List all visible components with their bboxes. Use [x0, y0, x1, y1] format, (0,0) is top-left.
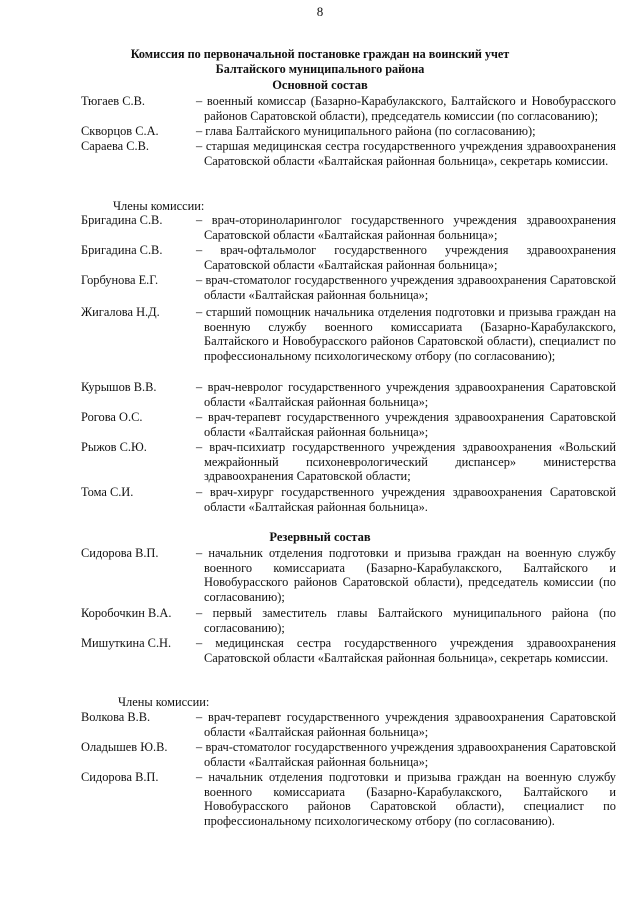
member-name: Жигалова Н.Д. [81, 305, 160, 319]
member-role: – врач-стоматолог государственного учреждения здравоохранения Саратовской области «Балтайская районная больница»; [196, 740, 616, 769]
main-members-label: Члены комиссии: [113, 199, 205, 213]
member-role: – начальник отделения подготовки и призыва граждан на военную службу военного комиссариата (Базарно-Карабулакского, Балтайского и Новобурасского районов Саратовской области), председатель комиссии (по согласованию); [196, 546, 616, 604]
member-name: Тюгаев С.В. [81, 94, 145, 108]
member-name: Рогова О.С. [81, 410, 143, 424]
member-name: Скворцов С.А. [81, 124, 159, 138]
member-name: Оладышев Ю.В. [81, 740, 168, 754]
member-role: – глава Балтайского муниципального района (по согласованию); [196, 124, 536, 138]
member-name: Волкова В.В. [81, 710, 151, 724]
page-number: 8 [316, 4, 324, 19]
title-line-2: Балтайского муниципального района [215, 62, 425, 76]
member-role: – врач-терапевт государственного учреждения здравоохранения Саратовской области «Балтайская районная больница»; [196, 710, 616, 739]
member-role: – начальник отделения подготовки и призыва граждан на военную службу военного комиссариата (Базарно-Карабулакского, Балтайского и Новобурасского районов Саратовской области), специалист по профессиональному психологическому отбору (по согласованию). [196, 770, 616, 828]
member-role: – старшая медицинская сестра государственного учреждения здравоохранения Саратовской области «Балтайская районная больница», секретарь комиссии. [196, 139, 616, 168]
member-name: Сараева С.В. [81, 139, 149, 153]
member-name: Мишуткина С.Н. [81, 636, 172, 650]
member-role: – врач-оториноларинголог государственного учреждения здравоохранения Саратовской области «Балтайская районная больница»; [196, 213, 616, 242]
reserve-composition-heading: Резервный состав [269, 530, 371, 544]
member-role: – врач-стоматолог государственного учреждения здравоохранения Саратовской области «Балтайская районная больница»; [196, 273, 616, 302]
member-name: Коробочкин В.А. [81, 606, 172, 620]
member-role: – врач-невролог государственного учреждения здравоохранения Саратовской области «Балтайская районная больница»; [196, 380, 616, 409]
member-name: Рыжов С.Ю. [81, 440, 147, 454]
member-role: – первый заместитель главы Балтайского муниципального района (по согласованию); [196, 606, 616, 635]
member-role: – медицинская сестра государственного учреждения здравоохранения Саратовской области «Балтайская районная больница», секретарь комиссии. [196, 636, 616, 665]
member-name: Бригадина С.В. [81, 243, 163, 257]
member-name: Курышов В.В. [81, 380, 157, 394]
member-name: Сидорова В.П. [81, 770, 159, 784]
member-role: – старший помощник начальника отделения подготовки и призыва граждан на военную службу военного комиссариата (Базарно-Карабулакского, Балтайского и Новобурасского районов Саратовской области), специалист по профессиональному психологическому отбору (по согласованию); [196, 305, 616, 363]
reserve-members-label: Члены комиссии: [118, 695, 210, 709]
title-line-1: Комиссия по первоначальной постановке граждан на воинский учет [130, 47, 510, 61]
member-name: Горбунова Е.Г. [81, 273, 159, 287]
member-role: – военный комиссар (Базарно-Карабулакского, Балтайского и Новобурасского районов Саратовской области), председатель комиссии (по согласованию); [196, 94, 616, 123]
member-role: – врач-хирург государственного учреждения здравоохранения Саратовской области «Балтайская районная больница». [196, 485, 616, 514]
main-composition-heading: Основной состав [272, 78, 368, 92]
member-name: Сидорова В.П. [81, 546, 159, 560]
member-role: – врач-терапевт государственного учреждения здравоохранения Саратовской области «Балтайская районная больница»; [196, 410, 616, 439]
member-name: Тома С.И. [81, 485, 134, 499]
member-name: Бригадина С.В. [81, 213, 163, 227]
member-role: – врач-офтальмолог государственного учреждения здравоохранения Саратовской области «Балтайская районная больница»; [196, 243, 616, 272]
member-role: – врач-психиатр государственного учреждения здравоохранения «Вольский межрайонный психоневрологический диспансер» министерства здравоохранения Саратовской области; [196, 440, 616, 484]
